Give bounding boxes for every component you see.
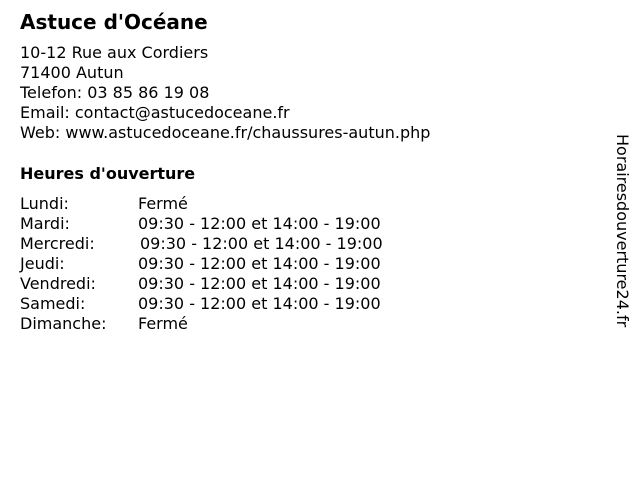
day-label: Samedi:: [20, 294, 86, 313]
opening-hours-heading: Heures d'ouverture: [20, 164, 196, 183]
day-label: Mardi:: [20, 214, 70, 233]
hours-value: 09:30 - 12:00 et 14:00 - 19:00: [140, 234, 383, 253]
site-watermark: [612, 134, 634, 374]
watermark-text: Horairesdouverture24.fr: [613, 134, 632, 328]
day-label: Vendredi:: [20, 274, 96, 293]
phone-number: Telefon: 03 85 86 19 08: [20, 83, 210, 102]
hours-value: 09:30 - 12:00 et 14:00 - 19:00: [138, 214, 381, 233]
day-label: Jeudi:: [20, 254, 65, 273]
email-address: Email: contact@astucedoceane.fr: [20, 103, 290, 122]
hours-value: 09:30 - 12:00 et 14:00 - 19:00: [138, 274, 381, 293]
day-label: Lundi:: [20, 194, 69, 213]
day-label: Mercredi:: [20, 234, 95, 253]
city-postal-code: 71400 Autun: [20, 63, 124, 82]
website-url: Web: www.astucedoceane.fr/chaussures-autun.php: [20, 123, 431, 142]
hours-value: 09:30 - 12:00 et 14:00 - 19:00: [138, 254, 381, 273]
hours-value: 09:30 - 12:00 et 14:00 - 19:00: [138, 294, 381, 313]
hours-value: Fermé: [138, 194, 188, 213]
hours-value: Fermé: [138, 314, 188, 333]
contact-block: [20, 43, 430, 143]
business-name: Astuce d'Océane: [20, 10, 208, 34]
day-label: Dimanche:: [20, 314, 107, 333]
street-address: 10-12 Rue aux Cordiers: [20, 43, 209, 62]
